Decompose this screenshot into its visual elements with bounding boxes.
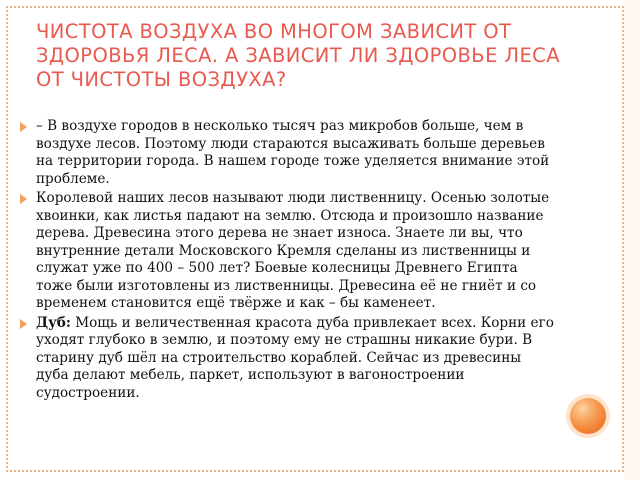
bullet-icon [20, 194, 27, 204]
bullet-icon [20, 122, 27, 132]
bullet-item-2 [36, 190, 556, 313]
paragraph-lead: Дуб: [36, 314, 71, 331]
bullet-item-1 [36, 118, 556, 188]
paragraph-text: Королевой наших лесов называют люди лиственницу. Осенью золотые хвоинки, как листья падают на землю. Отсюда и произошло название дерева. Древесина этого дерева не знает износа. Знаете ли вы, что внутренние детали Московского Кремля сделаны из лиственницы и служат уже по 400 – 500 лет? Боевые колесницы Древнего Египта тоже были изготовлены из лиственницы. Древесина её не гниёт и со временем становится ещё твёрже и как – бы каменеет. [36, 190, 550, 311]
bullet-list [36, 118, 556, 404]
slide-title: ЧИСТОТА ВОЗДУХА ВО МНОГОМ ЗАВИСИТ ОТ ЗДОРОВЬЯ ЛЕСА. А ЗАВИСИТ ЛИ ЗДОРОВЬЕ ЛЕСА ОТ ЧИСТОТЫ ВОЗДУХА? [36, 20, 560, 91]
decorative-rail [624, 0, 640, 480]
paragraph-text: – В воздухе городов в несколько тысяч раз микробов больше, чем в воздухе лесов. Поэтому люди стараются высаживать больше деревьев на территории города. В нашем городе тоже уделяется внимание этой проблеме. [36, 118, 550, 187]
bullet-item-3 [36, 315, 556, 403]
bullet-icon [20, 319, 27, 329]
orange-circle-icon [570, 398, 606, 434]
paragraph-text: Мощь и величественная красота дуба привлекает всех. Корни его уходят глубоко в землю, и поэтому ему не страшны никакие бури. В старину дуб шёл на строительство кораблей. Сейчас из древесины дуба делают мебель, паркет, используют в вагоностроении судостроении. [36, 314, 554, 401]
